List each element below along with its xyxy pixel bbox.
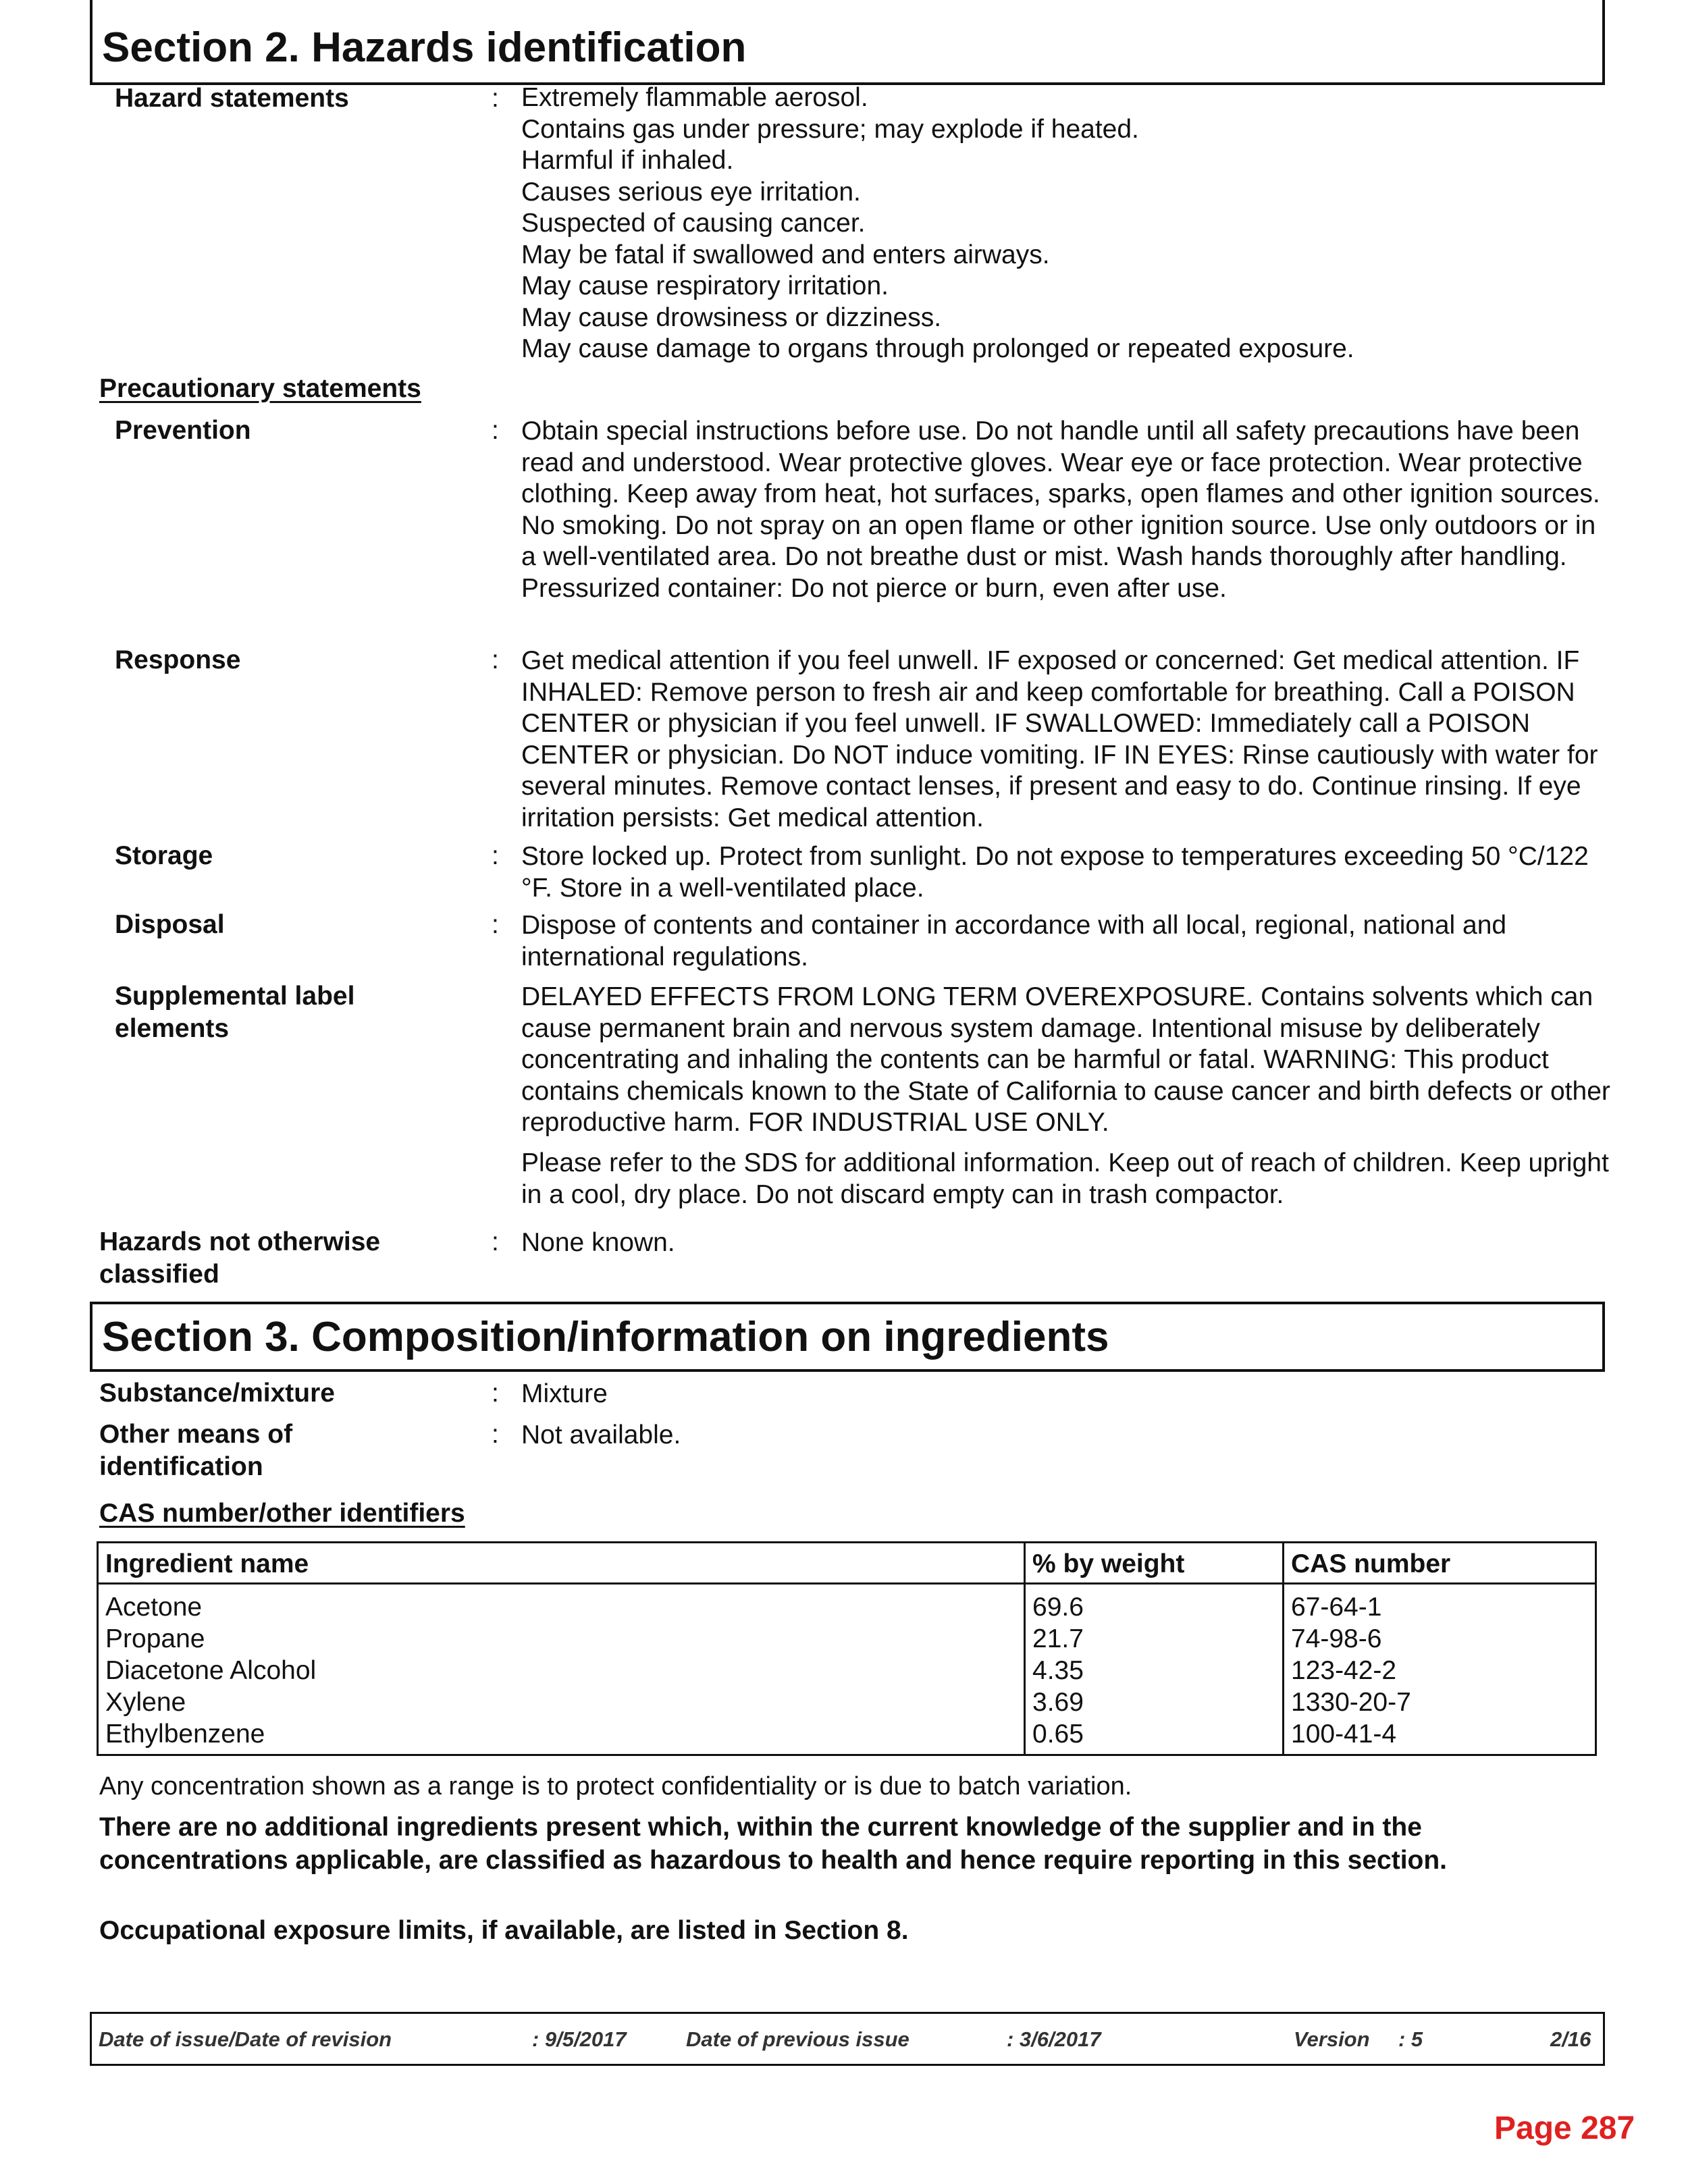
page-stamp: Page 287	[1494, 2110, 1635, 2146]
storage-label: Storage	[115, 841, 213, 870]
prevention-text: Obtain special instructions before use. Do not handle until all safety precautions have been read and understood. Wear protective gloves. Wear eye or face protection. Wear protective clothing. Keep away from heat, hot surfaces, sparks, open flames and other ignition sources. No smoking. Do not spray on an open flame or other ignition source. Use only outdoors or in a well-ventilated area. Do not breathe dust or mist. Wash hands thoroughly after handling. Pressurized container: Do not pierce or burn, even after use.	[521, 417, 1600, 603]
issue-date-label: Date of issue/Date of revision	[99, 2027, 392, 2051]
cas-number: 67-64-1	[1284, 1584, 1596, 1624]
previous-issue-value: : 3/6/2017	[1007, 2027, 1101, 2051]
hnoc-text: None known.	[521, 1228, 675, 1257]
colon: :	[492, 910, 499, 939]
section-3-header	[90, 1302, 1605, 1372]
hnoc-label: Hazards not otherwise classified	[99, 1227, 381, 1289]
ingredient-name: Propane	[98, 1623, 1025, 1655]
supplemental-text-2: Please refer to the SDS for additional information. Keep out of reach of children. Keep upright in a cool, dry place. Do not discard empty can in trash compactor.	[521, 1148, 1609, 1209]
substance-label: Substance/mixture	[99, 1379, 335, 1408]
cas-number: 1330-20-7	[1284, 1686, 1596, 1718]
colon: :	[492, 841, 499, 870]
percent-weight: 0.65	[1025, 1718, 1284, 1755]
supplemental-label: Supplemental label elements	[115, 982, 355, 1043]
document-footer	[90, 2012, 1605, 2066]
other-means-value: Not available.	[521, 1420, 681, 1449]
ingredient-name: Xylene	[98, 1686, 1025, 1718]
table-row	[98, 1686, 1596, 1718]
response-text: Get medical attention if you feel unwell. IF exposed or concerned: Get medical attention. IF INHALED: Remove person to fresh air and keep comfortable for breathing. Call a POISON CENTER or physician if you feel unwell. IF SWALLOWED: Immediately call a POISON CENTER or physician. Do NOT induce vomiting. IF IN EYES: Rinse cautiously with water for several minutes. Remove contact lenses, if present and easy to do. Continue rinsing. If eye irritation persists: Get medical attention.	[521, 646, 1598, 832]
precautionary-statements-heading: Precautionary statements	[99, 374, 421, 403]
table-row	[98, 1584, 1596, 1624]
cas-number: 74-98-6	[1284, 1623, 1596, 1655]
colon: :	[492, 1379, 499, 1408]
hazard-statement: May be fatal if swallowed and enters airways.	[521, 240, 1050, 269]
hazard-statement: Causes serious eye irritation.	[521, 177, 861, 207]
hazard-statements-label: Hazard statements	[115, 84, 349, 113]
table-row	[98, 1655, 1596, 1686]
range-note: Any concentration shown as a range is to protect confidentiality or is due to batch variation.	[99, 1772, 1132, 1801]
cas-number: 100-41-4	[1284, 1718, 1596, 1755]
percent-weight: 3.69	[1025, 1686, 1284, 1718]
no-additional-ingredients-note: There are no additional ingredients present which, within the current knowledge of the supplier and in the concentrations applicable, are classified as hazardous to health and hence require reporting in this section.	[99, 1813, 1448, 1875]
hazard-statement: Suspected of causing cancer.	[521, 209, 866, 238]
previous-issue-label: Date of previous issue	[686, 2027, 909, 2051]
colon: :	[492, 416, 499, 445]
col-ingredient-name: Ingredient name	[98, 1543, 1025, 1584]
ingredient-name: Ethylbenzene	[98, 1718, 1025, 1755]
colon: :	[492, 1227, 499, 1256]
hazard-statement: May cause respiratory irritation.	[521, 271, 889, 300]
percent-weight: 21.7	[1025, 1623, 1284, 1655]
disposal-label: Disposal	[115, 910, 225, 939]
table-row	[98, 1623, 1596, 1655]
section-3-title: Section 3. Composition/information on ingredients	[102, 1314, 1109, 1360]
col-cas-number: CAS number	[1284, 1543, 1596, 1584]
supplemental-text-1: DELAYED EFFECTS FROM LONG TERM OVEREXPOSURE. Contains solvents which can cause permanent brain and nervous system damage. Intentional misuse by deliberately concentrating and inhaling the contents can be harmful or fatal. WARNING: This product contains chemicals known to the State of California to cause cancer and birth defects or other reproductive harm. FOR INDUSTRIAL USE ONLY.	[521, 982, 1610, 1137]
oel-note: Occupational exposure limits, if available, are listed in Section 8.	[99, 1916, 909, 1945]
response-label: Response	[115, 645, 241, 674]
disposal-text: Dispose of contents and container in accordance with all local, regional, national and international regulations.	[521, 911, 1507, 971]
percent-weight: 69.6	[1025, 1584, 1284, 1624]
issue-date-value: : 9/5/2017	[532, 2027, 627, 2051]
hazard-statement: Harmful if inhaled.	[521, 146, 734, 175]
section-2-title: Section 2. Hazards identification	[102, 24, 747, 71]
substance-value: Mixture	[521, 1379, 608, 1408]
version-label: Version	[1294, 2027, 1370, 2051]
col-percent-weight: % by weight	[1025, 1543, 1284, 1584]
colon: :	[492, 84, 499, 113]
table-row	[98, 1718, 1596, 1755]
storage-text: Store locked up. Protect from sunlight. Do not expose to temperatures exceeding 50 °C/122 °F. Store in a well-ventilated place.	[521, 842, 1589, 903]
hazard-statement: May cause damage to organs through prolonged or repeated exposure.	[521, 334, 1354, 363]
hazard-statement: Contains gas under pressure; may explode if heated.	[521, 114, 1139, 144]
page-of-total: 2/16	[1550, 2027, 1591, 2051]
prevention-label: Prevention	[115, 416, 251, 445]
hazard-statement: May cause drowsiness or dizziness.	[521, 302, 942, 332]
colon: :	[492, 1420, 499, 1449]
percent-weight: 4.35	[1025, 1655, 1284, 1686]
colon: :	[492, 645, 499, 674]
ingredients-table	[97, 1541, 1597, 1756]
hazard-statement: Extremely flammable aerosol.	[521, 83, 868, 112]
hazard-statements-list	[521, 82, 1354, 365]
ingredient-name: Acetone	[98, 1584, 1025, 1624]
ingredient-name: Diacetone Alcohol	[98, 1655, 1025, 1686]
table-header-row	[98, 1543, 1596, 1584]
other-means-label: Other means of identification	[99, 1420, 293, 1481]
section-2-header	[90, 0, 1605, 85]
cas-identifiers-heading: CAS number/other identifiers	[99, 1499, 465, 1528]
version-value: : 5	[1398, 2027, 1423, 2051]
cas-number: 123-42-2	[1284, 1655, 1596, 1686]
